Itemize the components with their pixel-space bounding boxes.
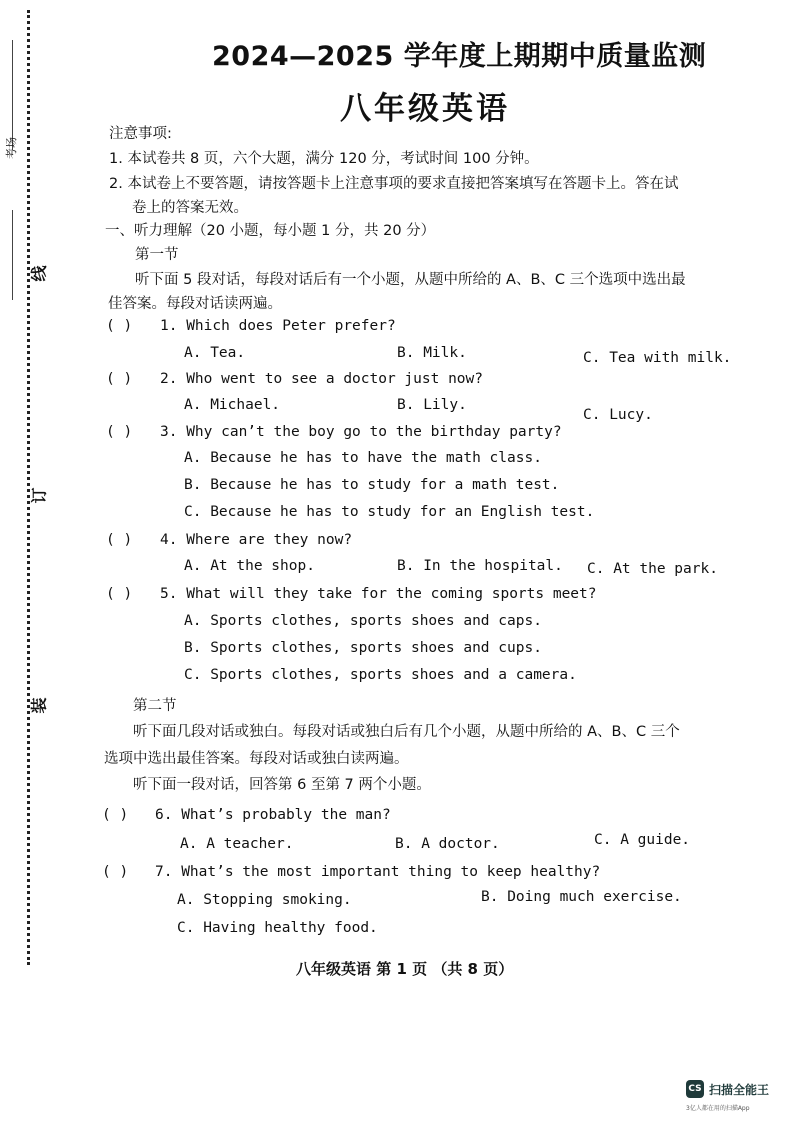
margin-char-bind: 装 (29, 697, 49, 714)
question-7-option-c: C. Having healthy food. (177, 920, 378, 936)
section2-subinstruction: 听下面一段对话，回答第 6 至第 7 两个小题。 (133, 777, 431, 793)
notes-item-2-cont: 卷上的答案无效。 (132, 200, 248, 216)
question-6-option-c: C. A guide. (594, 832, 691, 848)
answer-blank-q7[interactable]: ( ) (102, 864, 129, 880)
question-1-option-c: C. Tea with milk. (583, 350, 732, 366)
notes-item-1: 1. 本试卷共 8 页，六个大题，满分 120 分，考试时间 100 分钟。 (109, 151, 539, 167)
question-7-option-a: A. Stopping smoking. (177, 892, 352, 908)
section2-instructions-1: 听下面几段对话或独白。每段对话或独白后有几个小题，从题中所给的 A、B、C 三个 (133, 724, 680, 740)
question-1-stem: 1. Which does Peter prefer? (160, 318, 396, 334)
notes-item-2: 2. 本试卷上不要答题，请按答题卡上注意事项的要求直接把答案填写在答题卡上。答在试 (109, 176, 679, 192)
question-1-option-b: B. Milk. (397, 345, 467, 361)
margin-char-order: 订 (29, 487, 49, 504)
question-7-stem: 7. What’s the most important thing to keep healthy? (155, 864, 601, 880)
answer-blank-q3[interactable]: ( ) (106, 424, 133, 440)
scanner-app-tagline: 3亿人都在用的扫描App (686, 1105, 750, 1112)
question-4-option-b: B. In the hospital. (397, 558, 563, 574)
margin-line-top (12, 40, 13, 150)
question-2-option-b: B. Lily. (397, 397, 467, 413)
margin-exam-room-label: 考场 (5, 137, 18, 159)
section1-instructions-1: 听下面 5 段对话，每段对话后有一个小题，从题中所给的 A、B、C 三个选项中选出最 (135, 272, 686, 288)
margin-line-mid (12, 210, 13, 300)
question-5-stem: 5. What will they take for the coming sports meet? (160, 586, 597, 602)
answer-blank-q1[interactable]: ( ) (106, 318, 133, 334)
scanner-logo-icon: CS (686, 1080, 704, 1098)
section1-instructions-2: 佳答案。每段对话读两遍。 (108, 296, 282, 312)
question-6-option-a: A. A teacher. (180, 836, 294, 852)
section2-title: 第二节 (133, 698, 177, 714)
answer-blank-q5[interactable]: ( ) (106, 586, 133, 602)
question-2-option-a: A. Michael. (184, 397, 281, 413)
margin-char-line: 线 (29, 265, 49, 282)
question-5-option-a: A. Sports clothes, sports shoes and caps. (184, 613, 542, 629)
question-3-option-c: C. Because he has to study for an English test. (184, 504, 595, 520)
question-2-stem: 2. Who went to see a doctor just now? (160, 371, 484, 387)
scanner-app-name: 扫描全能王 (709, 1083, 770, 1097)
answer-blank-q6[interactable]: ( ) (102, 807, 129, 823)
question-6-option-b: B. A doctor. (395, 836, 500, 852)
question-7-option-b: B. Doing much exercise. (481, 889, 682, 905)
question-3-option-b: B. Because he has to study for a math test. (184, 477, 560, 493)
question-4-stem: 4. Where are they now? (160, 532, 353, 548)
exam-title: 2024—2025 学年度上期期中质量监测 (212, 41, 707, 72)
notes-heading: 注意事项: (109, 126, 172, 142)
page-footer: 八年级英语 第 1 页 （共 8 页） (296, 960, 514, 978)
question-4-option-a: A. At the shop. (184, 558, 315, 574)
question-3-option-a: A. Because he has to have the math class. (184, 450, 542, 466)
question-1-option-a: A. Tea. (184, 345, 246, 361)
part1-heading: 一、听力理解（20 小题，每小题 1 分，共 20 分） (105, 223, 436, 239)
answer-blank-q4[interactable]: ( ) (106, 532, 133, 548)
answer-blank-q2[interactable]: ( ) (106, 371, 133, 387)
question-5-option-c: C. Sports clothes, sports shoes and a camera. (184, 667, 577, 683)
section1-title: 第一节 (135, 247, 179, 263)
question-2-option-c: C. Lucy. (583, 407, 653, 423)
question-5-option-b: B. Sports clothes, sports shoes and cups. (184, 640, 542, 656)
question-3-stem: 3. Why can’t the boy go to the birthday party? (160, 424, 562, 440)
exam-subject: 八年级英语 (340, 91, 510, 127)
question-4-option-c: C. At the park. (587, 561, 718, 577)
section2-instructions-2: 选项中选出最佳答案。每段对话或独白读两遍。 (104, 751, 409, 767)
question-6-stem: 6. What’s probably the man? (155, 807, 391, 823)
